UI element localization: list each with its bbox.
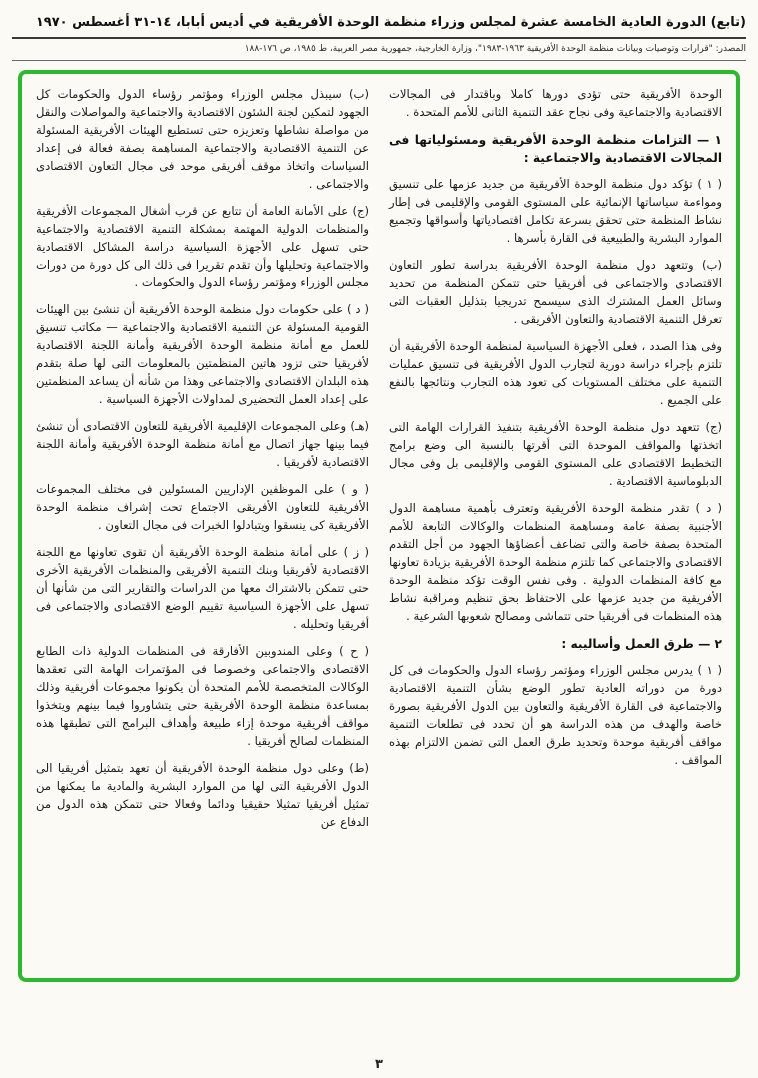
- section-heading-1: ١ — التزامات منظمة الوحدة الأفريقية ومسئولياتها فى المجالات الاقتصادية والاجتماعية :: [389, 132, 722, 166]
- paragraph: وفى هذا الصدد ، فعلى الأجهزة السياسية لمنظمة الوحدة الأفريقية أن تلتزم بإجراء دراسة دورية لتجارب الدول الأفريقية فى تنسيق عمليات التنمية على مختلف المستويات كى تعود هذه التجارب ونتائجها بالنفع على الجميع .: [389, 339, 722, 407]
- paragraph: الوحدة الأفريقية حتى تؤدى دورها كاملا وباقتدار فى المجالات الاقتصادية والاجتماعية وفى نجاح عقد التنمية الثانى للأمم المتحدة .: [389, 86, 722, 119]
- paragraph: (ج) تتعهد دول منظمة الوحدة الأفريقية بتنفيذ القرارات الهامة التى اتخذتها والمواقف الموحدة التى أقرتها بالنسبة الى وضع برامج التخطيط الاقتصادى على المستوى القومى والإقليمى بل وفى مجال الدبلوماسية الاقتصادية .: [389, 419, 722, 488]
- page-number: ٣: [375, 1057, 383, 1072]
- paragraph: ( و ) على الموظفين الإداريين المسئولين فى مختلف المجموعات الأفريقية للتعاون الأفريقى الاجتماع تحت إشراف منظمة الوحدة الأفريقية كى ينسقوا ويتبادلوا الخبرات فى مجال التعاون .: [36, 482, 369, 533]
- paragraph: (ب) وتتعهد دول منظمة الوحدة الأفريقية بدراسة تطور التعاون الاقتصادى والاجتماعى فى أفريقيا حتى تتمكن المنظمة من تحديد وسائل العمل المشترك الذى سيسمح تدريجيا بتذليل العقبات التى تعرقل التنمية الاقتصادية والتعاون الأفريقى .: [389, 258, 722, 327]
- source-divider: [12, 60, 746, 61]
- paragraph: (ج) على الأمانة العامة أن تتابع عن قرب أشغال المجموعات الأفريقية والمنظمات الدولية المهتمة بمشكلة التنمية الاقتصادية والاجتماعية حتى تسهل على الأجهزة السياسية دراسة المشاكل الاقتصادية والاجتماعية وتحليلها وأن تقدم تقريرا فى ذلك الى كل دورة من دورات مجلس الوزراء ومؤتمر رؤساء الدول والحكومات .: [36, 203, 369, 290]
- paragraph: ( ز ) على أمانة منظمة الوحدة الأفريقية أن تقوى تعاونها مع اللجنة الاقتصادية لأفريقيا وبنك التنمية الأفريقى والمنظمات الأفريقية الأخرى حتى تتمكن بالاشتراك معها من الدراسات والتقارير التى من شأنها أن تسهل على الأجهزة السياسية تقييم الوضع الاقتصادى والاجتماعى فى أفريقيا وتحليله .: [36, 545, 369, 631]
- section-heading-2: ٢ — طرق العمل وأساليبه :: [561, 636, 722, 651]
- paragraph: ( د ) على حكومات دول منظمة الوحدة الأفريقية أن تنشئ بين الهيئات القومية المسئولة عن التنمية الاقتصادية والاجتماعية — مكاتب تنسيق للعمل مع أمانة منظمة الوحدة الأفريقية وأمانة اللجنة الاقتصادية لأفريقيا حتى تزود هاتين المنظمتين بالمعلومات التى لها صلة بتقدم هذه البلدان الاقتصادى والاجتماعى وهذا من شأنه أن يساعد المنظمتين على إعداد العمل التحضيرى لمداولات الأجهزة السياسية .: [36, 302, 369, 407]
- paragraph: ( ١ ) تؤكد دول منظمة الوحدة الأفريقية من جديد عزمها على تنسيق ومواءمة سياساتها الإنمائية على المستوى القومى والإقليمى فى إطار نشاط المنظمة حتى تحقق بسرعة تكامل اقتصادياتها وأسواقها وتجميع الموارد البشرية والطبيعية فى القارة بأسرها .: [389, 177, 722, 246]
- header-divider: [12, 37, 746, 39]
- two-column-layout: [36, 86, 722, 966]
- paragraph: (هـ) وعلى المجموعات الإقليمية الأفريقية للتعاون الاقتصادى أن تنشئ فيما بينها جهاز اتصال مع أمانة منظمة الوحدة الأفريقية وأمانة اللجنة الاقتصادية لأفريقيا .: [36, 419, 369, 470]
- paragraph: ( ١ ) يدرس مجلس الوزراء ومؤتمر رؤساء الدول والحكومات فى كل دورة من دوراته العادية تطور الوضع بشأن التنمية الاقتصادية والاجتماعية فى القارة الأفريقية والتعاون بين الدول الأفريقية بصورة خاصة والهدف من هذه الدراسة هو أن تحدد فى تطلعات التنمية مواقف أفريقية موحدة وتحديد طرق العمل التى تضمن الالتزام بهذه المواقف .: [389, 662, 722, 767]
- content-frame: [18, 70, 740, 982]
- document-title: (تابع) الدورة العادية الخامسة عشرة لمجلس وزراء منظمة الوحدة الأفريقية في أديس أبابا، ١٤-٣١ أغسطس ١٩٧٠: [35, 15, 746, 30]
- paragraph: (ب) سيبذل مجلس الوزراء ومؤتمر رؤساء الدول والحكومات كل الجهود لتمكين لجنة الشئون الاقتصادية والاجتماعية والمواصلات والنقل من مواصلة نشاطها وتعزيزه حتى تستطيع الهيئات الأفريقية المسئولة عن التنمية الاقتصادية والاجتماعية المساهمة بصفة فعالة فى إعداد السياسات واتخاذ موقف أفريقى موحد فى مجال التعاون الاقتصادى والاجتماعى .: [36, 86, 369, 191]
- left-column: [36, 86, 369, 966]
- paragraph: (ط) وعلى دول منظمة الوحدة الأفريقية أن تعهد بتمثيل أفريقيا الى الدول الأفريقية التى لها من الموارد البشرية والمادية ما يمكنها من تمثيل أفريقيا تمثيلا حقيقيا ودائما وفعالا حتى تتمكن هذه الدول من الدفاع عن: [36, 760, 369, 829]
- page-header: [0, 0, 758, 61]
- source-line: المصدر: "قرارات وتوصيات وبيانات منظمة الوحدة الأفريقية ١٩٦٣-١٩٨٣"، وزارة الخارجية، جمهورية مصر العربية، ط ١٩٨٥، ص ١٧٦-١٨٨: [244, 44, 746, 55]
- paragraph: ( ح ) وعلى المندوبين الأفارقة فى المنظمات الدولية ذات الطابع الاقتصادى والاجتماعى وخصوصا فى المؤتمرات الهامة التى تعقدها الوكالات المتخصصة للأمم المتحدة أن يكونوا مجموعات أفريقية وذلك بمساعدة منظمة الوحدة الأفريقية حتى يتشاوروا فيما بينهم ويتخذوا مواقف أفريقية موحدة إزاء طبيعة وأهداف البرامج التى تطبقها هذه المنظمات لصالح أفريقيا .: [36, 643, 369, 748]
- right-column: [389, 86, 722, 966]
- paragraph: ( د ) تقدر منظمة الوحدة الأفريقية وتعترف بأهمية مساهمة الدول الأجنبية بصفة عامة ومساهمة المنظمات والوكالات التابعة للأمم المتحدة بصفة خاصة والتى تضاعف أعضاؤها الجهود من أجل التقدم الاقتصادى والاجتماعى كما تلتزم منظمة الوحدة الأفريقية بزيادة تعاونها مع كافة المنظمات الدولية . وفى نفس الوقت تؤكد منظمة الوحدة الأفريقية من جديد عزمها على الاحتفاظ بحق تنظيم ومراقبة نشاط هذه المنظمات فى أفريقيا حتى تتماشى ومصالح شعوبها الشرعية .: [389, 500, 722, 623]
